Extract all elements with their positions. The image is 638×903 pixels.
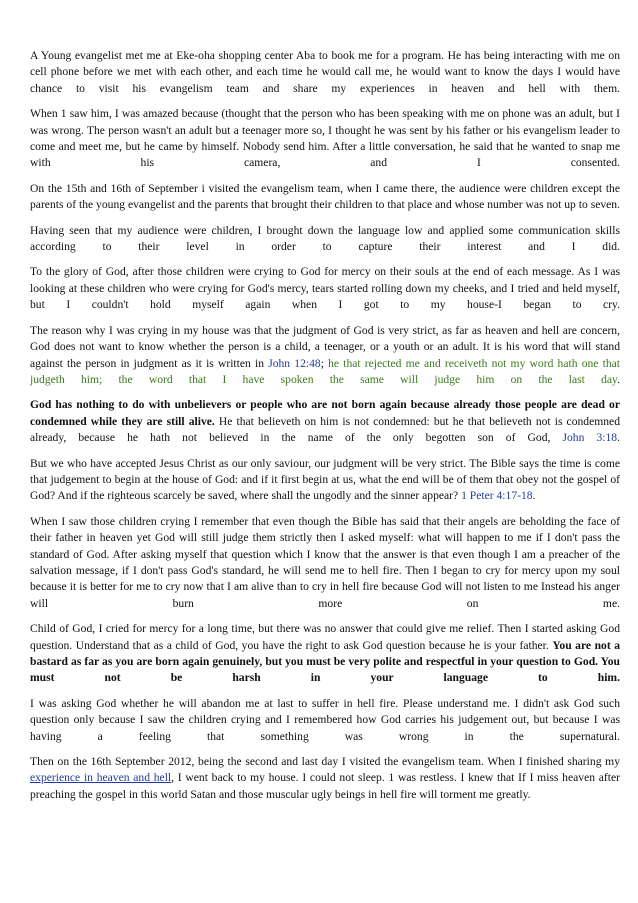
bold-emphasis-text: You are not a bastard as far as you are born again genuinely, but you must be very polite and respectful in your question to God. You must not be harsh in your language to him. bbox=[30, 638, 620, 685]
body-text: Child of God, I cried for mercy for a long time, but there was no answer that could give me relief. Then I started asking God question. Understand that as a child of God, you have the right to ask God question because he is your father. bbox=[30, 622, 620, 652]
body-text: I was asking God whether he will abandon me at last to suffer in hell fire. Please understand me. I didn't ask God such question only because I saw the children crying and I remembered how God carries his judgement out, but because I was having a feeling that something was wrong in the supernatural. bbox=[30, 696, 620, 743]
paragraph bbox=[30, 181, 620, 214]
paragraph bbox=[30, 264, 620, 313]
paragraph bbox=[30, 397, 620, 446]
body-text: Having seen that my audience were children, I brought down the language low and applied some communication skills according to their level in order to capture their interest and I did. bbox=[30, 223, 620, 254]
body-text: The reason why I was crying in my house was that the judgment of God is very strict, as far as heaven and hell are concern, God does not want to know whether the person is a child, a teenager, or a youth or an adult. It is his word that will stand against the person in judgment as it is written in bbox=[30, 323, 620, 370]
scripture-quote-text: he that rejected me and receiveth not my word hath one that judgeth him; the word that I have spoken the same will judge him on the last day bbox=[30, 356, 621, 386]
paragraph bbox=[30, 514, 620, 612]
body-text: On the 15th and 16th of September i visited the evangelism team, when I came there, the audience were children except the parents of the young evangelist and the parents that brought their children to that place and whose number was not up to seven. bbox=[30, 181, 620, 212]
body-text: He that believeth on him is not condemned: but he that believeth not is condemned already, because he hath not believed in the name of the only begotten son of God, bbox=[30, 414, 620, 445]
paragraph bbox=[30, 621, 620, 687]
hyperlink[interactable]: experience in heaven and hell bbox=[30, 771, 172, 785]
paragraph bbox=[30, 48, 620, 97]
paragraph bbox=[30, 323, 620, 389]
paragraph bbox=[30, 754, 620, 803]
paragraph bbox=[30, 223, 620, 256]
body-text: A Young evangelist met me at Eke-oha shopping center Aba to book me for a program. He has being interacting with me on cell phone before we met with each other, and each time he would call me, he would want to know the days I would have chance to visit his evangelism team and share my experiences in heaven and hell with them. bbox=[30, 49, 620, 95]
body-text: . bbox=[617, 372, 620, 386]
body-text: . bbox=[617, 431, 620, 445]
body-text: When I saw those children crying I remember that even though the Bible has said that their angels are beholding the face of their father in heaven yet God will still judge them strictly then I asked myself: what will happen to me if I don't pass the standard of God. After asking myself that question which I know that the answer is that even though I am a preacher of the salvation message, if I don't pass God's standard, he will send me to hell fire. Then I began to cry for mercy upon my soul because it is better for me to cry now that I am alive than to cry in hell fire because God will not listen to me Instead his anger will burn more on me. bbox=[30, 514, 620, 610]
scripture-reference-link[interactable]: John 3:18 bbox=[562, 431, 618, 445]
body-text: , I went back to my house. I could not sleep. 1 was restless. I knew that If I miss heaven after preaching the gospel in this world Satan and those muscular ugly beings in hell fire will torment me greatly. bbox=[30, 771, 620, 801]
body-text: When 1 saw him, I was amazed because (thought that the person who has been speaking with me on phone was an adult, but I was wrong. The person wasn't an adult but a teenager more so, I thought he was sent by his father or his evangelism leader to come and meet me, but he came by himself. Nobody send him. After a little conversation, he said that he wanted to snap me with his camera, and I consented. bbox=[30, 107, 620, 170]
body-text: To the glory of God, after those children were crying to God for mercy on their souls at the end of each message. As I was looking at these children who were crying for God's mercy, tears started rolling down my cheeks, and I tried and held myself, but I couldn't hold myself again when I got to my house-I began to cry. bbox=[30, 265, 620, 312]
paragraph bbox=[30, 696, 620, 745]
bold-emphasis-text: God has nothing to do with unbelievers or people who are not born again because already those people are dead or condemned while they are still alive. bbox=[30, 398, 620, 428]
body-text: Then on the 16th September 2012, being the second and last day I visited the evangelism team. When I finished sharing my bbox=[30, 755, 620, 769]
scripture-reference-link[interactable]: John 12:48 bbox=[268, 356, 321, 370]
scripture-reference-link[interactable]: 1 Peter 4:17-18 bbox=[461, 489, 533, 503]
document-page bbox=[30, 48, 620, 812]
paragraph bbox=[30, 106, 620, 172]
paragraph bbox=[30, 456, 620, 505]
body-text: . bbox=[532, 489, 536, 503]
body-text: ; bbox=[320, 356, 329, 370]
body-text: But we who have accepted Jesus Christ as our only saviour, our judgment will be very strict. The Bible says the time is come that judgement to begin at the house of God: and if it first begin at us, what the end will be of them that obey not the gospel of God? And if the righteous scarcely be saved, where shall the ungodly and the sinner appear? bbox=[30, 456, 620, 503]
